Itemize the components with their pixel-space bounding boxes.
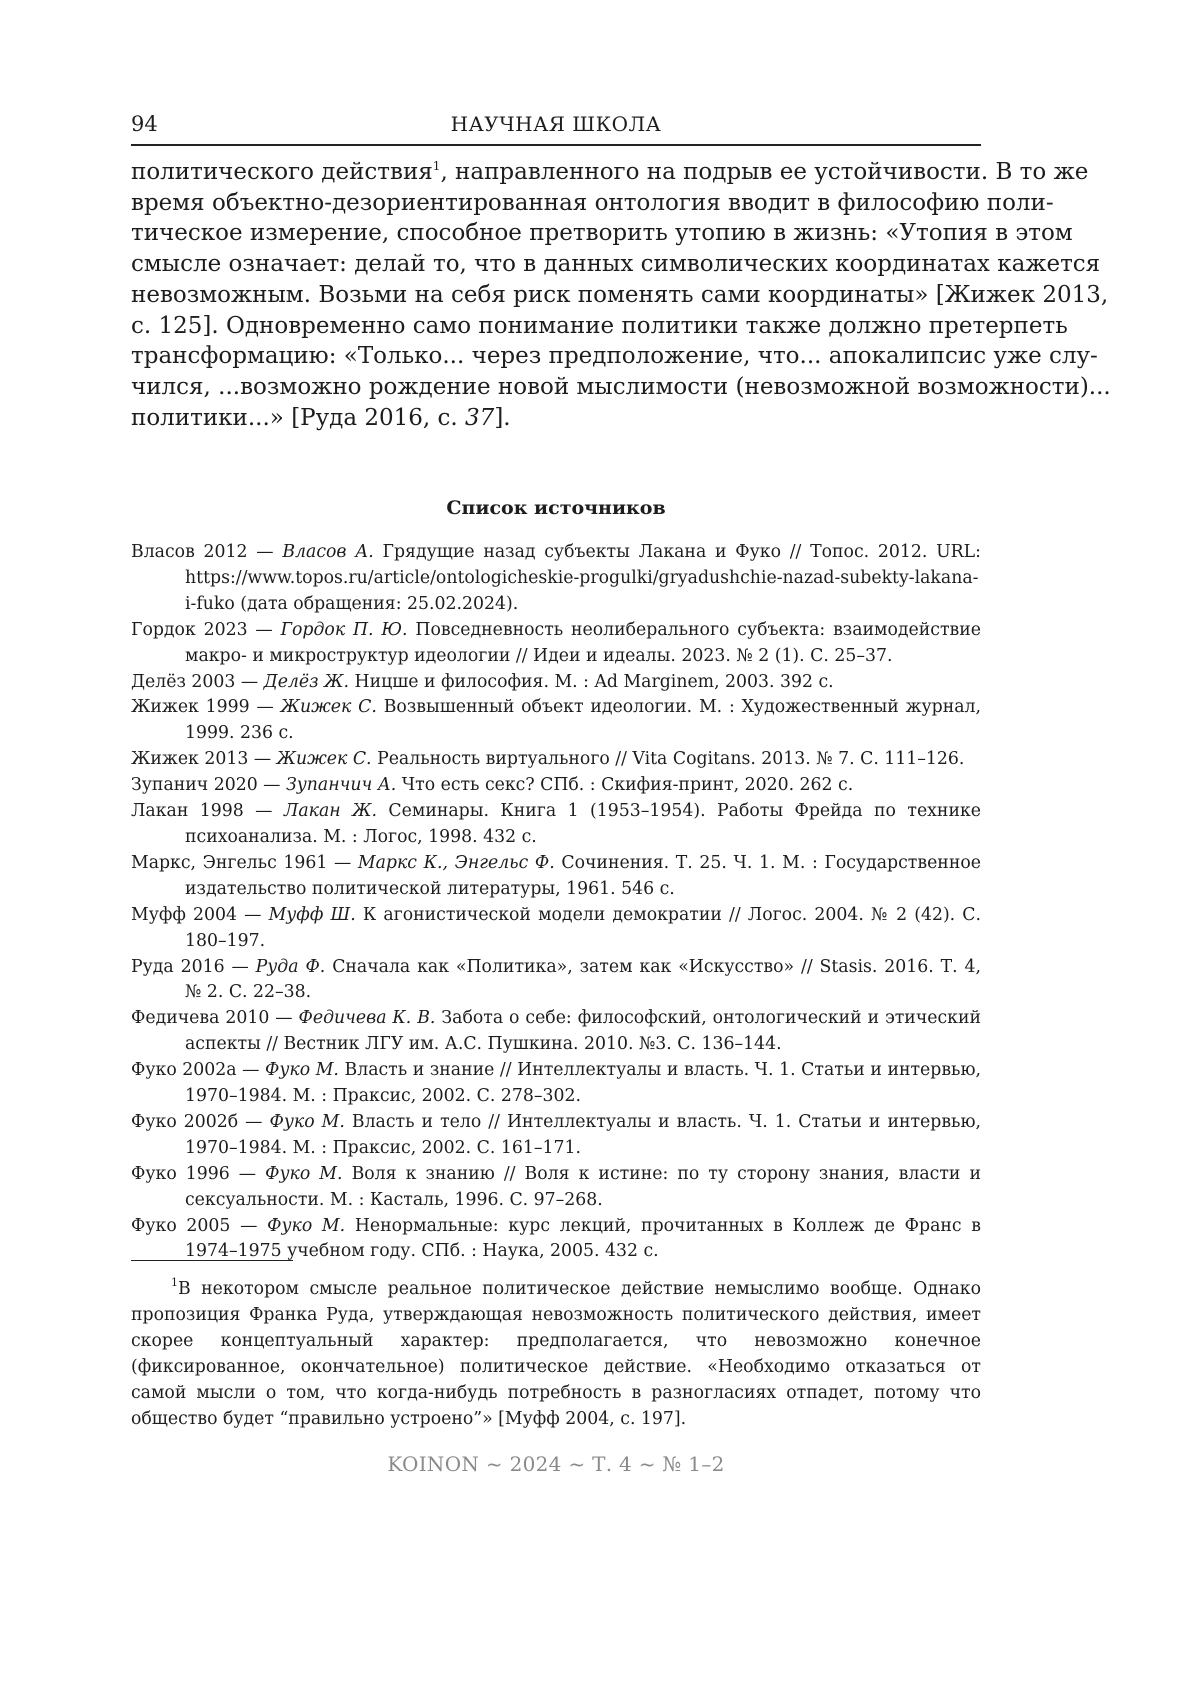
reference-text: Власть и знание // Интеллектуалы и власть. Ч. 1. Статьи и интервью, 1970–1984. М. : Праксис, 2002. С. 278–302. — [185, 1060, 982, 1107]
references-list — [131, 540, 981, 1265]
running-header — [131, 108, 981, 146]
footnote — [131, 1277, 981, 1432]
reference-key: Маркс, Энгельс 1961 — — [131, 852, 352, 873]
reference-key: Жижек 2013 — — [131, 749, 272, 770]
reference-text: Ницше и философия. М. : Ad Marginem, 2003. 392 с. — [354, 671, 834, 692]
reference-item — [131, 903, 981, 955]
reference-text: Реальность виртуального // Vita Cogitans. 2013. № 7. С. 111–126. — [377, 749, 965, 770]
body-line: время объектно-дезориентированная онтология вводит в философию поли- — [131, 189, 1054, 216]
body-line: чился, ...возможно рождение новой мыслимости (невозможной возможности)... — [131, 373, 1111, 400]
reference-item — [131, 851, 981, 903]
references-heading: Список источников — [446, 497, 666, 519]
reference-item — [131, 1006, 981, 1058]
reference-key: Федичева 2010 — — [131, 1008, 293, 1029]
reference-text: Грядущие назад субъекты Лакана и Фуко // Топос. 2012. URL: https://www.topos.ru/article/ontologicheskie-progulki/gryadushchie-nazad-subekty-lakana-i-fuko (дата обращения: 25.02.2024). — [185, 542, 981, 614]
reference-key: Гордок 2023 — — [131, 619, 273, 640]
reference-author: Зупанчич А. — [285, 775, 397, 796]
reference-text: Власть и тело // Интеллектуалы и власть. Ч. 1. Статьи и интервью, 1970–1984. М. : Праксис, 2002. С. 161–171. — [185, 1111, 982, 1158]
reference-item — [131, 799, 981, 851]
body-line: тическое измерение, способное претворить утопию в жизнь: «Утопия в этом — [131, 220, 1073, 247]
reference-text: Забота о себе: философский, онтологический и этический аспекты // Вестник ЛГУ им. А.С. Пушкина. 2010. №3. С. 136–144. — [185, 1008, 981, 1055]
reference-text: Сначала как «Политика», затем как «Искусство» // Stasis. 2016. Т. 4, № 2. С. 22–38. — [185, 956, 981, 1003]
reference-author: Лакан Ж. — [283, 801, 377, 822]
body-paragraph — [131, 157, 1111, 433]
reference-key: Фуко 2002б — — [131, 1111, 263, 1132]
footnote-text: В некотором смысле реальное политическое действие немыслимо вообще. Однако пропозиция Франка Руда, утверждающая невозможность политического действия, имеет скорее концептуальный характер: предполагается, что невозможно конечное (фиксированное, окончательное) политическое действие. «Необходимо отказаться от самой мысли о том, что когда-нибудь потребность в разногласиях отпадет, потому что общество будет “правильно устроено”» [Муфф 2004, с. 197]. — [131, 1279, 981, 1429]
reference-author: Фуко М. — [267, 1215, 346, 1236]
reference-author: Фуко М. — [269, 1111, 345, 1132]
reference-author: Муфф Ш. — [268, 904, 356, 925]
reference-author: Руда Ф. — [255, 956, 326, 977]
journal-footer: KOINON ~ 2024 ~ Т. 4 ~ № 1–2 — [387, 1452, 725, 1476]
reference-text: Что есть секс? СПб. : Скифия-принт, 2020. 262 с. — [401, 775, 854, 796]
reference-item — [131, 747, 981, 773]
reference-key: Делёз 2003 — — [131, 671, 259, 692]
reference-text: Семинары. Книга 1 (1953–1954). Работы Фрейда по технике психоанализа. М. : Логос, 1998. 432 с. — [185, 801, 981, 847]
reference-author: Жижек С. — [276, 749, 372, 770]
reference-item — [131, 1214, 981, 1266]
body-line: с. 125]. Одновременно само понимание политики также должно претерпеть — [131, 312, 1068, 339]
reference-key: Фуко 2005 — — [131, 1215, 258, 1236]
page-ref-italic: 37 — [465, 404, 495, 431]
reference-key: Лакан 1998 — — [131, 801, 273, 822]
body-line: невозможным. Возьми на себя риск поменять сами координаты» [Жижек 2013, — [131, 281, 1109, 308]
reference-item — [131, 618, 981, 670]
reference-key: Фуко 2002а — — [131, 1060, 260, 1081]
reference-key: Зупанич 2020 — — [131, 775, 281, 796]
footnote-marker[interactable]: 1 — [432, 159, 441, 173]
reference-author: Делёз Ж. — [263, 671, 349, 692]
footnote-divider — [131, 1260, 293, 1261]
reference-text: Возвышенный объект идеологии. М. : Художественный журнал, 1999. 236 с. — [185, 697, 981, 744]
footnote-number: 1 — [171, 1276, 178, 1289]
reference-item — [131, 540, 981, 618]
reference-item — [131, 670, 981, 696]
reference-item — [131, 1110, 981, 1162]
reference-key: Фуко 1996 — — [131, 1163, 257, 1184]
body-line: смысле означает: делай то, что в данных символических координатах кажется — [131, 251, 1101, 278]
reference-item — [131, 1058, 981, 1110]
reference-author: Маркс К., Энгельс Ф. — [357, 852, 555, 873]
reference-key: Руда 2016 — — [131, 956, 249, 977]
reference-text: Повседневность неолиберального субъекта: взаимодействие макро- и микроструктур идеологии // Идеи и идеалы. 2023. № 2 (1). С. 25–37. — [185, 619, 981, 666]
reference-author: Гордок П. Ю. — [280, 619, 408, 640]
reference-author: Власов А. — [282, 542, 374, 562]
reference-text: К агонистической модели демократии // Логос. 2004. № 2 (42). С. 180–197. — [185, 904, 982, 951]
section-title: НАУЧНАЯ ШКОЛА — [450, 112, 662, 136]
reference-key: Муфф 2004 — — [131, 904, 262, 925]
reference-author: Фуко М. — [265, 1060, 339, 1081]
reference-text: Сочинения. Т. 25. Ч. 1. М. : Государственное издательство политической литературы, 1961. 546 с. — [185, 852, 981, 899]
page-number: 94 — [131, 112, 158, 136]
body-line: трансформацию: «Только... через предположение, что... апокалипсис уже слу- — [131, 343, 1098, 370]
reference-item — [131, 1162, 981, 1214]
reference-text: Воля к знанию // Воля к истине: по ту сторону знания, власти и сексуальности. М. : Касталь, 1996. С. 97–268. — [185, 1163, 982, 1210]
reference-text: Ненормальные: курс лекций, прочитанных в Коллеж де Франс в 1974–1975 учебном году. СПб. : Наука, 2005. 432 с. — [185, 1215, 982, 1262]
reference-key: Жижек 1999 — — [131, 697, 274, 718]
body-line: политического действия$^1$, направленного на подрыв ее устойчивости. В то же — [131, 159, 1089, 185]
reference-item — [131, 955, 981, 1007]
reference-author: Федичева К. В. — [298, 1008, 436, 1029]
reference-author: Фуко М. — [265, 1163, 343, 1184]
body-line: политики...» [Руда 2016, с. 37]. — [131, 404, 511, 431]
reference-item — [131, 695, 981, 747]
reference-author: Жижек С. — [280, 697, 377, 718]
reference-item — [131, 773, 981, 799]
reference-key: Власов 2012 — — [131, 542, 274, 562]
